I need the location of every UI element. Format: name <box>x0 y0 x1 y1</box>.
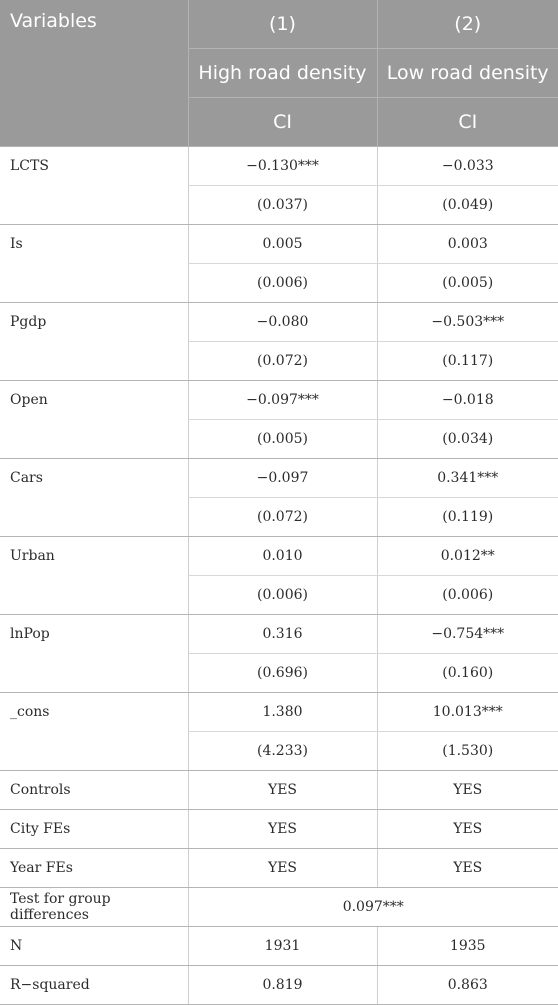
se-is-2: (0.005) <box>377 264 558 303</box>
table-row <box>0 225 558 264</box>
table-row <box>0 849 558 888</box>
coef-open-2: −0.018 <box>377 381 558 420</box>
se-cars-2: (0.119) <box>377 498 558 537</box>
se-is-1: (0.006) <box>188 264 377 303</box>
city-fes-1: YES <box>188 810 377 849</box>
row-label-city-fes: City FEs <box>0 810 188 849</box>
group-test-value: 0.097*** <box>188 888 558 927</box>
row-label-lnpop: lnPop <box>0 615 188 693</box>
se-lcts-2: (0.049) <box>377 186 558 225</box>
col2-dep-var: CI <box>377 98 558 147</box>
year-fes-1: YES <box>188 849 377 888</box>
table-row <box>0 771 558 810</box>
table-row <box>0 615 558 654</box>
table-row <box>0 147 558 186</box>
city-fes-2: YES <box>377 810 558 849</box>
row-label-group-test: Test for group differences <box>0 888 188 927</box>
row-label-lcts: LCTS <box>0 147 188 225</box>
coef-cons-2: 10.013*** <box>377 693 558 732</box>
row-label-controls: Controls <box>0 771 188 810</box>
col2-group: Low road density <box>377 49 558 98</box>
se-lnpop-1: (0.696) <box>188 654 377 693</box>
table-row <box>0 927 558 966</box>
table-header <box>0 0 558 147</box>
n-2: 1935 <box>377 927 558 966</box>
se-pgdp-2: (0.117) <box>377 342 558 381</box>
coef-open-1: −0.097*** <box>188 381 377 420</box>
row-label-open: Open <box>0 381 188 459</box>
row-label-pgdp: Pgdp <box>0 303 188 381</box>
row-label-cars: Cars <box>0 459 188 537</box>
coef-urban-1: 0.010 <box>188 537 377 576</box>
variables-header: Variables <box>0 0 188 147</box>
coef-cars-2: 0.341*** <box>377 459 558 498</box>
coef-lcts-1: −0.130*** <box>188 147 377 186</box>
controls-2: YES <box>377 771 558 810</box>
se-urban-1: (0.006) <box>188 576 377 615</box>
table-row <box>0 537 558 576</box>
controls-1: YES <box>188 771 377 810</box>
se-pgdp-1: (0.072) <box>188 342 377 381</box>
n-1: 1931 <box>188 927 377 966</box>
se-lcts-1: (0.037) <box>188 186 377 225</box>
table-row <box>0 381 558 420</box>
se-lnpop-2: (0.160) <box>377 654 558 693</box>
row-label-n: N <box>0 927 188 966</box>
r-squared-1: 0.819 <box>188 966 377 1005</box>
col1-number: (1) <box>188 0 377 49</box>
year-fes-2: YES <box>377 849 558 888</box>
se-open-2: (0.034) <box>377 420 558 459</box>
coef-cons-1: 1.380 <box>188 693 377 732</box>
table-body <box>0 147 558 1005</box>
se-cons-1: (4.233) <box>188 732 377 771</box>
coef-is-2: 0.003 <box>377 225 558 264</box>
col1-dep-var: CI <box>188 98 377 147</box>
coef-lnpop-2: −0.754*** <box>377 615 558 654</box>
se-open-1: (0.005) <box>188 420 377 459</box>
se-cons-2: (1.530) <box>377 732 558 771</box>
table-row <box>0 966 558 1005</box>
row-label-cons: _cons <box>0 693 188 771</box>
table-row <box>0 459 558 498</box>
se-urban-2: (0.006) <box>377 576 558 615</box>
row-label-urban: Urban <box>0 537 188 615</box>
col2-number: (2) <box>377 0 558 49</box>
r-squared-2: 0.863 <box>377 966 558 1005</box>
se-cars-1: (0.072) <box>188 498 377 537</box>
coef-lnpop-1: 0.316 <box>188 615 377 654</box>
coef-lcts-2: −0.033 <box>377 147 558 186</box>
col1-group: High road density <box>188 49 377 98</box>
table-row <box>0 303 558 342</box>
row-label-is: Is <box>0 225 188 303</box>
row-label-r-squared: R−squared <box>0 966 188 1005</box>
table-row <box>0 693 558 732</box>
coef-urban-2: 0.012** <box>377 537 558 576</box>
table-row <box>0 810 558 849</box>
table-row <box>0 888 558 927</box>
coef-pgdp-1: −0.080 <box>188 303 377 342</box>
coef-pgdp-2: −0.503*** <box>377 303 558 342</box>
coef-cars-1: −0.097 <box>188 459 377 498</box>
coef-is-1: 0.005 <box>188 225 377 264</box>
row-label-year-fes: Year FEs <box>0 849 188 888</box>
